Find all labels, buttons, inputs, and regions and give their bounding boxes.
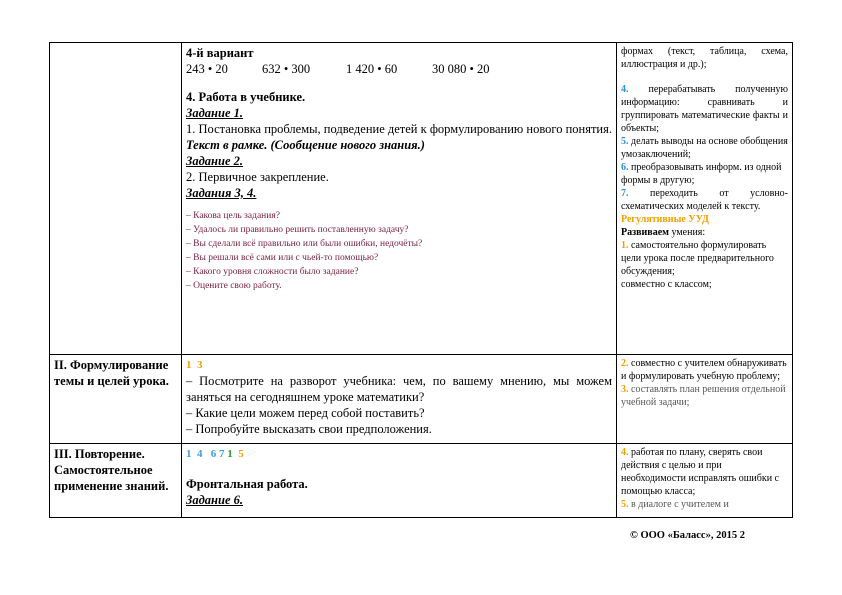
- question-list: [186, 209, 612, 293]
- question: – Какого уровня сложности было задание?: [186, 267, 359, 277]
- uud-item: 2. совместно с учителем обнаруживать и формулировать учебную проблему;: [621, 358, 787, 382]
- question: – Вы решали всё сами или с чьей-то помощью?: [186, 253, 379, 263]
- stage-cell: [50, 43, 182, 355]
- uud-cell: [617, 43, 793, 355]
- example: 1 420 • 60: [346, 62, 398, 76]
- uud-item: 6. преобразовывать информ. из одной формы в другую;: [621, 162, 782, 186]
- uud-cell: [617, 355, 793, 444]
- question: – Какова цель задания?: [186, 211, 280, 221]
- uud-item: 4. перерабатывать полученную информацию: сравнивать и группировать математические факты и объекты;: [621, 84, 789, 134]
- develop-line: Развиваем умения:: [621, 227, 706, 238]
- activity-cell: [182, 43, 617, 355]
- uud-item: 3. составлять план решения отдельной учебной задачи;: [621, 384, 786, 408]
- uud-item: 1. самостоятельно формулировать цели урока после предварительного обсуждения;: [621, 240, 774, 277]
- question: – Оцените свою работу.: [186, 281, 282, 291]
- tag-row: 1 3: [186, 359, 203, 371]
- question: – Вы сделали всё правильно или были ошибки, недочёты?: [186, 239, 423, 249]
- example: 243 • 20: [186, 62, 228, 76]
- work-title: 4. Работа в учебнике.: [186, 90, 306, 104]
- table-row: [50, 355, 793, 444]
- example: 30 080 • 20: [432, 62, 490, 76]
- uud-text: совместно с классом;: [621, 279, 712, 290]
- prompt-line: – Посмотрите на разворот учебника: чем, по вашему мнению, мы можем заняться на сегодняшнем уроке математики?: [186, 374, 612, 404]
- variant-label: 4-й вариант: [186, 46, 254, 60]
- prompt-line: – Попробуйте высказать свои предположения.: [186, 422, 432, 436]
- task-text: 1. Постановка проблемы, подведение детей к формулированию нового понятия.: [186, 122, 613, 136]
- question: – Удалось ли правильно решить поставленную задачу?: [186, 225, 409, 235]
- uud-item: 5. в диалоге с учителем и: [621, 499, 729, 510]
- table-row: [50, 43, 793, 355]
- uud-item: 4. работая по плану, сверять свои действия с целью и при необходимости исправлять ошибки с помощью класса;: [621, 447, 779, 497]
- copyright-footer: © ООО «Баласс», 2015 2: [630, 530, 745, 541]
- task-title: Задание 2.: [186, 154, 244, 168]
- task-title: Задание 1.: [186, 106, 244, 120]
- stage-cell: II. Формулирование темы и целей урока.: [50, 355, 182, 444]
- uud-text: формах (текст, таблица, схема, иллюстрация и др.);: [621, 46, 788, 70]
- uud-item: 5. делать выводы на основе обобщения умозаключений;: [621, 136, 788, 160]
- activity-cell: [182, 444, 617, 518]
- examples-row: [186, 61, 612, 77]
- lesson-plan-table: [49, 42, 793, 518]
- task-text: 2. Первичное закрепление.: [186, 170, 329, 184]
- uud-item: 7. переходить от условно-схематических моделей к тексту.: [621, 188, 788, 212]
- example: 632 • 300: [262, 62, 311, 76]
- table-row: [50, 444, 793, 518]
- work-title: Фронтальная работа.: [186, 477, 308, 491]
- stage-cell: III. Повторение. Самостоятельное применение знаний.: [50, 444, 182, 518]
- uud-cell: [617, 444, 793, 518]
- task-title: Задание 6.: [186, 493, 244, 507]
- regulative-title: Регулятивные УУД: [621, 214, 709, 225]
- activity-cell: [182, 355, 617, 444]
- task-title: Задания 3, 4.: [186, 186, 257, 200]
- frame-text: Текст в рамке. (Сообщение нового знания.): [186, 138, 425, 152]
- tag-row: 1 4 6 7 1 5: [186, 448, 244, 460]
- prompt-line: – Какие цели можем перед собой поставить?: [186, 406, 425, 420]
